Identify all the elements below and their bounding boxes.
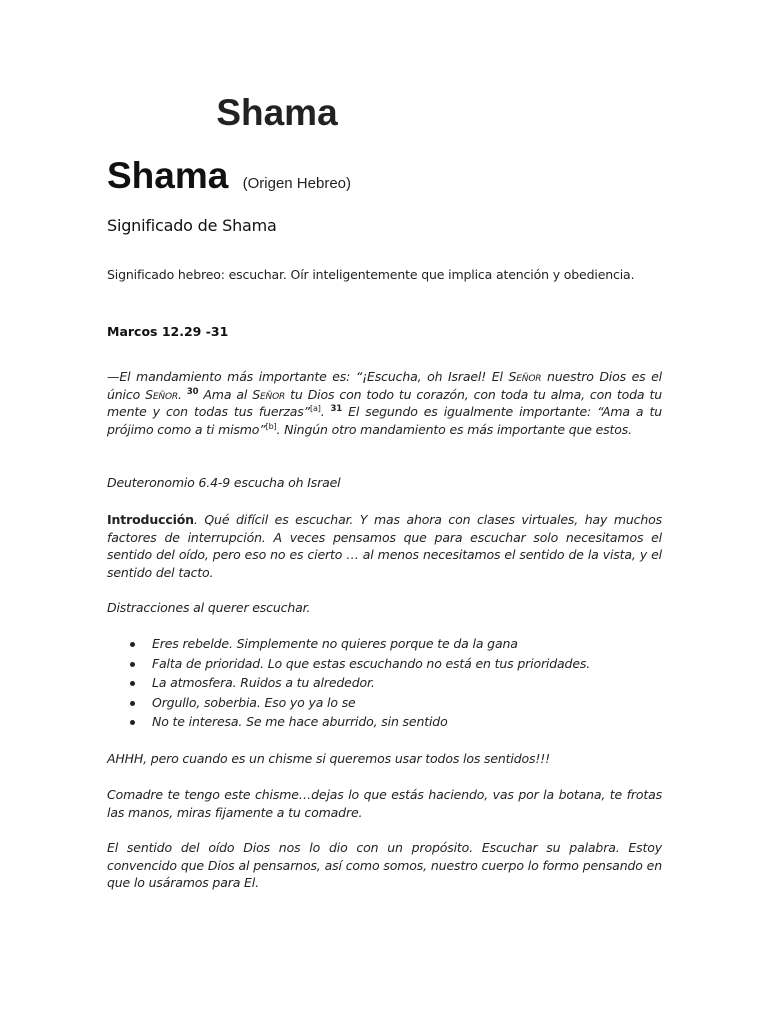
verse-text: El segundo es igualmente importante: “Ama a tu prójimo como a ti mismo” — [107, 404, 662, 437]
document-title: Shama — [216, 92, 338, 133]
hearing-paragraph: El sentido del oído Dios nos lo dio con un propósito. Escuchar su palabra. Estoy convencido que Dios al pensarnos, así como somos, nuestro cuerpo lo formo pensando en que lo usáramos para El. — [107, 840, 662, 890]
origin-text: (Origen Hebreo) — [242, 175, 352, 192]
distractions-heading: Distracciones al querer escuchar. — [107, 600, 311, 615]
comadre-paragraph: Comadre te tengo este chisme…dejas lo que estás haciendo, vas por la botana, te frotas las manos, miras fijamente a tu comadre. — [107, 787, 662, 820]
list-item-text: La atmosfera. Ruidos a tu alrededor. — [152, 675, 375, 690]
lord-text: Señor — [508, 369, 542, 384]
verse-number: 30 — [186, 386, 199, 397]
verse-number: 31 — [330, 403, 343, 414]
scripture-reference: Marcos 12.29 -31 — [107, 324, 229, 339]
verse-text: . — [178, 386, 187, 402]
list-item — [152, 694, 707, 714]
list-item — [152, 635, 707, 655]
verse-text: —El mandamiento más importante es: “¡Escucha, oh Israel! El — [107, 369, 509, 384]
verse-text: . Ningún otro mandamiento es más importante que estos. — [276, 421, 632, 437]
list-item — [152, 674, 707, 694]
verse-text: Ama al — [198, 386, 253, 402]
verse-paragraph — [107, 368, 662, 438]
gossip-line: AHHH, pero cuando es un chisme si queremos usar todos los sentidos!!! — [107, 751, 550, 766]
distractions-list — [107, 635, 707, 733]
introduction-paragraph — [107, 511, 662, 581]
bullet-icon — [130, 642, 135, 647]
list-item-text: Orgullo, soberbia. Eso yo ya lo se — [152, 694, 356, 710]
lord-text: Señor — [145, 386, 179, 402]
meaning-heading: Significado de Shama — [107, 216, 277, 235]
name-text: Shama — [107, 155, 229, 196]
bullet-icon — [130, 662, 135, 667]
deuteronomy-reference: Deuteronomio 6.4-9 escucha oh Israel — [107, 475, 341, 490]
bullet-icon — [130, 701, 135, 706]
name-heading — [107, 155, 351, 197]
footnote-marker: [b] — [265, 421, 277, 431]
introduction-text: . Qué difícil es escuchar. Y mas ahora con clases virtuales, hay muchos factores de interrupción. A veces pensamos que para escuchar solo necesitamos el sentido del oído, pero eso no es cierto … al menos necesitamos el sentido de la vista, y el sentido del tacto. — [107, 512, 662, 580]
bullet-icon — [130, 720, 135, 725]
verse-text: nuestro Dios es el único — [107, 369, 662, 402]
introduction-label: Introducción — [107, 512, 194, 527]
bullet-icon — [130, 681, 135, 686]
list-item — [152, 655, 707, 675]
meaning-text: Significado hebreo: escuchar. Oír inteligentemente que implica atención y obediencia. — [107, 267, 635, 282]
list-item — [152, 713, 707, 733]
list-item-text: Eres rebelde. Simplemente no quieres porque te da la gana — [152, 636, 518, 651]
verse-text: tu Dios con todo tu corazón, con toda tu alma, con toda tu mente y con todas tus fuerzas” — [107, 386, 662, 419]
verse-text: . — [320, 404, 331, 419]
list-item-text: Falta de prioridad. Lo que estas escuchando no está en tus prioridades. — [152, 655, 591, 671]
footnote-marker: [a] — [309, 403, 321, 413]
list-item-text: No te interesa. Se me hace aburrido, sin sentido — [152, 714, 448, 729]
lord-text: Señor — [252, 386, 286, 402]
